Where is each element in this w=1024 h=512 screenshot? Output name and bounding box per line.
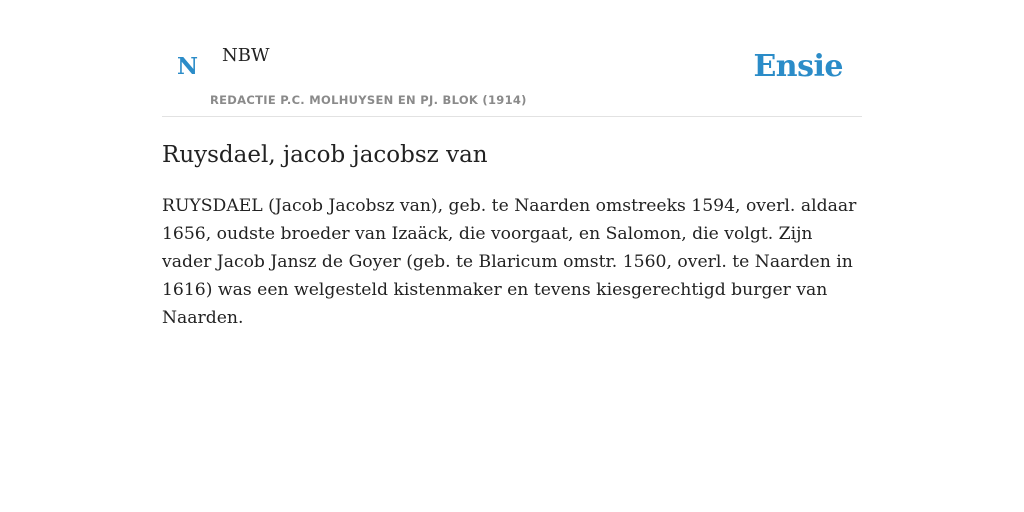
entry-body: RUYSDAEL (Jacob Jacobsz van), geb. te Naarden omstreeks 1594, overl. aldaar 1656, oudste broeder van Izaäck, die voorgaat, en Salomon, die volgt. Zijn vader Jacob Jansz de Goyer (geb. te Blaricum omstr. 1560, overl. te Naarden in 1616) was een welgesteld kistenmaker en tevens kiesgerechtigd burger van Naarden. — [162, 196, 857, 328]
source-subtitle: REDACTIE P.C. MOLHUYSEN EN PJ. BLOK (1914) — [210, 93, 527, 107]
source-title[interactable]: NBW — [222, 45, 270, 66]
page-header — [162, 0, 862, 117]
entry-title: Ruysdael, jacob jacobsz van — [162, 142, 488, 168]
source-logo[interactable]: N — [177, 53, 199, 80]
brand-logo[interactable]: Ensie — [753, 49, 843, 84]
